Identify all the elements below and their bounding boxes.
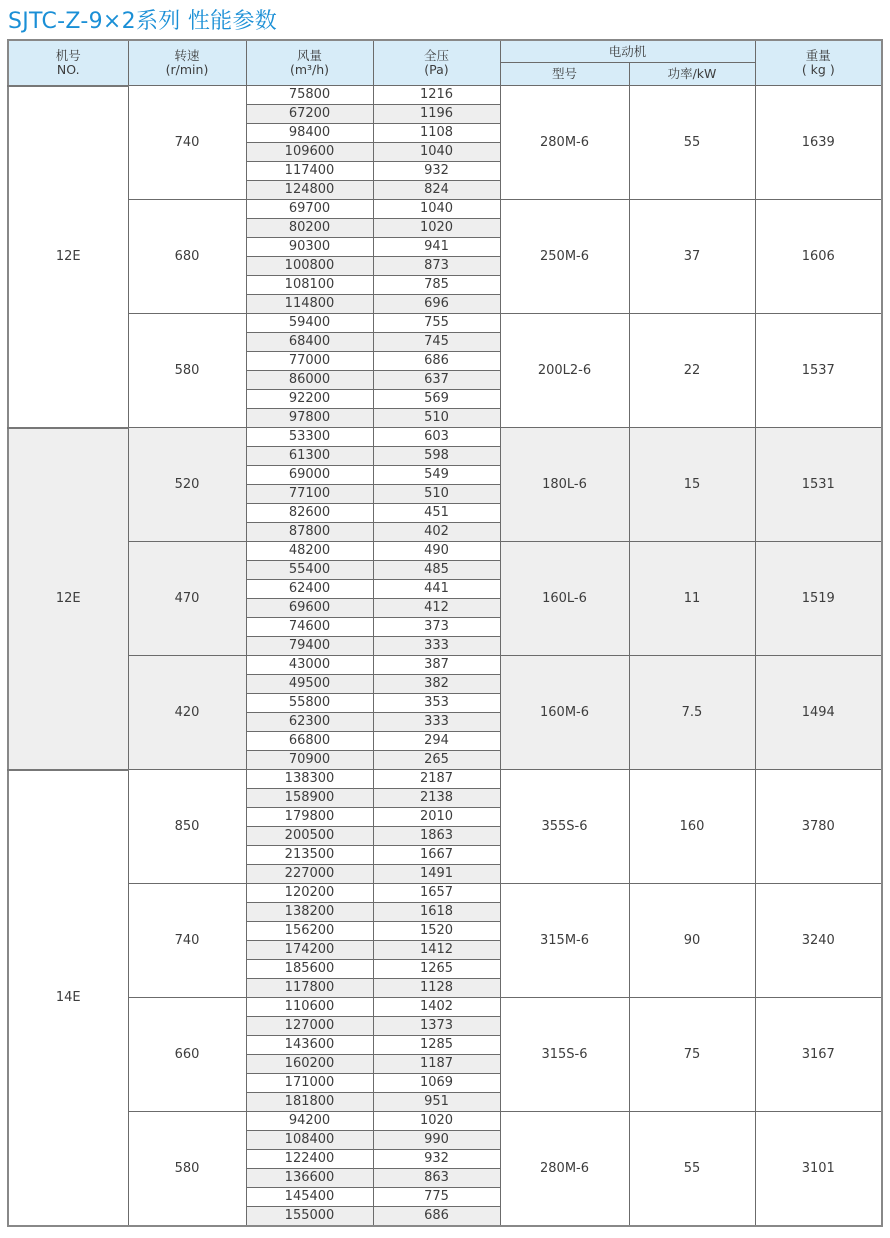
- motor-type-cell: 315S-6: [500, 998, 629, 1112]
- motor-power-cell: 75: [629, 998, 755, 1112]
- pressure-cell: 1373: [373, 1017, 500, 1036]
- airflow-cell: 213500: [246, 846, 373, 865]
- speed-cell: 740: [128, 86, 246, 200]
- pressure-cell: 402: [373, 523, 500, 542]
- pressure-cell: 1108: [373, 124, 500, 143]
- airflow-cell: 48200: [246, 542, 373, 561]
- pressure-cell: 451: [373, 504, 500, 523]
- header-weight: [755, 40, 882, 86]
- motor-type-cell: 160L-6: [500, 542, 629, 656]
- header-speed-label: 转速: [174, 48, 200, 63]
- airflow-cell: 97800: [246, 409, 373, 428]
- motor-power-cell: 90: [629, 884, 755, 998]
- pressure-cell: 932: [373, 1150, 500, 1169]
- airflow-cell: 138200: [246, 903, 373, 922]
- table-row: [8, 200, 882, 219]
- model-no-cell: 12E: [8, 86, 128, 428]
- airflow-cell: 87800: [246, 523, 373, 542]
- airflow-cell: 127000: [246, 1017, 373, 1036]
- airflow-cell: 98400: [246, 124, 373, 143]
- pressure-cell: 1187: [373, 1055, 500, 1074]
- speed-cell: 580: [128, 1112, 246, 1227]
- airflow-cell: 200500: [246, 827, 373, 846]
- header-weight-unit: ( kg ): [801, 62, 835, 77]
- pressure-cell: 603: [373, 428, 500, 447]
- speed-cell: 470: [128, 542, 246, 656]
- airflow-cell: 67200: [246, 105, 373, 124]
- pressure-cell: 1216: [373, 86, 500, 105]
- header-airflow-label: 风量: [296, 48, 322, 63]
- pressure-cell: 785: [373, 276, 500, 295]
- motor-power-cell: 11: [629, 542, 755, 656]
- pressure-cell: 1196: [373, 105, 500, 124]
- weight-cell: 1531: [755, 428, 882, 542]
- pressure-cell: 373: [373, 618, 500, 637]
- table-body: [8, 86, 882, 1227]
- airflow-cell: 75800: [246, 86, 373, 105]
- airflow-cell: 92200: [246, 390, 373, 409]
- pressure-cell: 1020: [373, 219, 500, 238]
- pressure-cell: 387: [373, 656, 500, 675]
- pressure-cell: 510: [373, 409, 500, 428]
- airflow-cell: 158900: [246, 789, 373, 808]
- motor-type-cell: 250M-6: [500, 200, 629, 314]
- pressure-cell: 353: [373, 694, 500, 713]
- airflow-cell: 227000: [246, 865, 373, 884]
- pressure-cell: 755: [373, 314, 500, 333]
- speed-cell: 850: [128, 770, 246, 884]
- weight-cell: 3167: [755, 998, 882, 1112]
- pressure-cell: 1020: [373, 1112, 500, 1131]
- motor-type-cell: 180L-6: [500, 428, 629, 542]
- airflow-cell: 86000: [246, 371, 373, 390]
- pressure-cell: 1412: [373, 941, 500, 960]
- motor-type-cell: 160M-6: [500, 656, 629, 770]
- speed-cell: 520: [128, 428, 246, 542]
- header-motor-type: 型号: [500, 63, 629, 86]
- airflow-cell: 100800: [246, 257, 373, 276]
- airflow-cell: 62300: [246, 713, 373, 732]
- airflow-cell: 185600: [246, 960, 373, 979]
- weight-cell: 3101: [755, 1112, 882, 1227]
- header-model-no-unit: NO.: [56, 61, 80, 77]
- weight-cell: 1639: [755, 86, 882, 200]
- motor-power-cell: 160: [629, 770, 755, 884]
- pressure-cell: 294: [373, 732, 500, 751]
- airflow-cell: 108100: [246, 276, 373, 295]
- motor-power-cell: 55: [629, 86, 755, 200]
- pressure-cell: 2010: [373, 808, 500, 827]
- pressure-cell: 990: [373, 1131, 500, 1150]
- airflow-cell: 69000: [246, 466, 373, 485]
- airflow-cell: 49500: [246, 675, 373, 694]
- airflow-cell: 90300: [246, 238, 373, 257]
- airflow-cell: 55800: [246, 694, 373, 713]
- header-motor-power: 功率/kW: [629, 63, 755, 86]
- airflow-cell: 68400: [246, 333, 373, 352]
- pressure-cell: 1069: [373, 1074, 500, 1093]
- pressure-cell: 265: [373, 751, 500, 770]
- pressure-cell: 1040: [373, 200, 500, 219]
- airflow-cell: 62400: [246, 580, 373, 599]
- airflow-cell: 70900: [246, 751, 373, 770]
- speed-cell: 580: [128, 314, 246, 428]
- table-row: [8, 86, 882, 105]
- airflow-cell: 171000: [246, 1074, 373, 1093]
- pressure-cell: 1657: [373, 884, 500, 903]
- pressure-cell: 333: [373, 637, 500, 656]
- speed-cell: 680: [128, 200, 246, 314]
- airflow-cell: 77100: [246, 485, 373, 504]
- airflow-cell: 120200: [246, 884, 373, 903]
- airflow-cell: 61300: [246, 447, 373, 466]
- header-pressure-label: 全压: [423, 48, 449, 63]
- pressure-cell: 510: [373, 485, 500, 504]
- motor-type-cell: 280M-6: [500, 86, 629, 200]
- header-airflow-unit: (m³/h): [289, 62, 330, 77]
- header-weight-label: 重量: [805, 48, 831, 63]
- airflow-cell: 69700: [246, 200, 373, 219]
- pressure-cell: 1040: [373, 143, 500, 162]
- pressure-cell: 382: [373, 675, 500, 694]
- header-pressure: [373, 40, 500, 86]
- pressure-cell: 1285: [373, 1036, 500, 1055]
- motor-power-cell: 55: [629, 1112, 755, 1227]
- performance-table: [7, 39, 883, 1227]
- airflow-cell: 77000: [246, 352, 373, 371]
- speed-cell: 660: [128, 998, 246, 1112]
- table-row: [8, 542, 882, 561]
- airflow-cell: 53300: [246, 428, 373, 447]
- page-title: SJTC-Z-9×2系列 性能参数: [8, 9, 278, 34]
- motor-type-cell: 315M-6: [500, 884, 629, 998]
- airflow-cell: 124800: [246, 181, 373, 200]
- pressure-cell: 951: [373, 1093, 500, 1112]
- pressure-cell: 485: [373, 561, 500, 580]
- airflow-cell: 136600: [246, 1169, 373, 1188]
- pressure-cell: 1491: [373, 865, 500, 884]
- airflow-cell: 110600: [246, 998, 373, 1017]
- table-row: [8, 1112, 882, 1131]
- airflow-cell: 79400: [246, 637, 373, 656]
- pressure-cell: 598: [373, 447, 500, 466]
- header-motor: 电动机: [500, 40, 755, 63]
- pressure-cell: 1863: [373, 827, 500, 846]
- pressure-cell: 1402: [373, 998, 500, 1017]
- airflow-cell: 156200: [246, 922, 373, 941]
- airflow-cell: 43000: [246, 656, 373, 675]
- motor-power-cell: 22: [629, 314, 755, 428]
- pressure-cell: 1265: [373, 960, 500, 979]
- motor-power-cell: 15: [629, 428, 755, 542]
- table-row: [8, 314, 882, 333]
- pressure-cell: 412: [373, 599, 500, 618]
- airflow-cell: 143600: [246, 1036, 373, 1055]
- header-model-no: [8, 40, 128, 86]
- airflow-cell: 55400: [246, 561, 373, 580]
- airflow-cell: 69600: [246, 599, 373, 618]
- pressure-cell: 696: [373, 295, 500, 314]
- motor-power-cell: 7.5: [629, 656, 755, 770]
- airflow-cell: 82600: [246, 504, 373, 523]
- pressure-cell: 941: [373, 238, 500, 257]
- airflow-cell: 66800: [246, 732, 373, 751]
- pressure-cell: 549: [373, 466, 500, 485]
- airflow-cell: 155000: [246, 1207, 373, 1227]
- airflow-cell: 117800: [246, 979, 373, 998]
- table-row: [8, 428, 882, 447]
- pressure-cell: 745: [373, 333, 500, 352]
- airflow-cell: 109600: [246, 143, 373, 162]
- airflow-cell: 108400: [246, 1131, 373, 1150]
- motor-type-cell: 355S-6: [500, 770, 629, 884]
- pressure-cell: 490: [373, 542, 500, 561]
- pressure-cell: 637: [373, 371, 500, 390]
- airflow-cell: 80200: [246, 219, 373, 238]
- motor-type-cell: 280M-6: [500, 1112, 629, 1227]
- airflow-cell: 145400: [246, 1188, 373, 1207]
- pressure-cell: 686: [373, 352, 500, 371]
- airflow-cell: 179800: [246, 808, 373, 827]
- header-speed-unit: (r/min): [165, 62, 209, 77]
- speed-cell: 420: [128, 656, 246, 770]
- airflow-cell: 174200: [246, 941, 373, 960]
- pressure-cell: 1128: [373, 979, 500, 998]
- header-pressure-unit: (Pa): [424, 62, 449, 77]
- speed-cell: 740: [128, 884, 246, 998]
- pressure-cell: 863: [373, 1169, 500, 1188]
- table-row: [8, 998, 882, 1017]
- pressure-cell: 1667: [373, 846, 500, 865]
- airflow-cell: 160200: [246, 1055, 373, 1074]
- motor-type-cell: 200L2-6: [500, 314, 629, 428]
- weight-cell: 3240: [755, 884, 882, 998]
- motor-power-cell: 37: [629, 200, 755, 314]
- weight-cell: 1606: [755, 200, 882, 314]
- pressure-cell: 1618: [373, 903, 500, 922]
- table-row: [8, 884, 882, 903]
- pressure-cell: 824: [373, 181, 500, 200]
- weight-cell: 3780: [755, 770, 882, 884]
- table-row: [8, 656, 882, 675]
- header-model-no-label: 机号: [55, 47, 81, 63]
- airflow-cell: 122400: [246, 1150, 373, 1169]
- table-row: [8, 770, 882, 789]
- airflow-cell: 138300: [246, 770, 373, 789]
- pressure-cell: 569: [373, 390, 500, 409]
- pressure-cell: 333: [373, 713, 500, 732]
- airflow-cell: 59400: [246, 314, 373, 333]
- airflow-cell: 114800: [246, 295, 373, 314]
- pressure-cell: 686: [373, 1207, 500, 1227]
- airflow-cell: 94200: [246, 1112, 373, 1131]
- airflow-cell: 117400: [246, 162, 373, 181]
- model-no-cell: 12E: [8, 428, 128, 770]
- table-header: [8, 40, 882, 86]
- pressure-cell: 873: [373, 257, 500, 276]
- airflow-cell: 74600: [246, 618, 373, 637]
- weight-cell: 1494: [755, 656, 882, 770]
- pressure-cell: 2187: [373, 770, 500, 789]
- header-speed: [128, 40, 246, 86]
- pressure-cell: 2138: [373, 789, 500, 808]
- pressure-cell: 441: [373, 580, 500, 599]
- airflow-cell: 181800: [246, 1093, 373, 1112]
- weight-cell: 1519: [755, 542, 882, 656]
- weight-cell: 1537: [755, 314, 882, 428]
- pressure-cell: 775: [373, 1188, 500, 1207]
- header-airflow: [246, 40, 373, 86]
- pressure-cell: 932: [373, 162, 500, 181]
- pressure-cell: 1520: [373, 922, 500, 941]
- model-no-cell: 14E: [8, 770, 128, 1227]
